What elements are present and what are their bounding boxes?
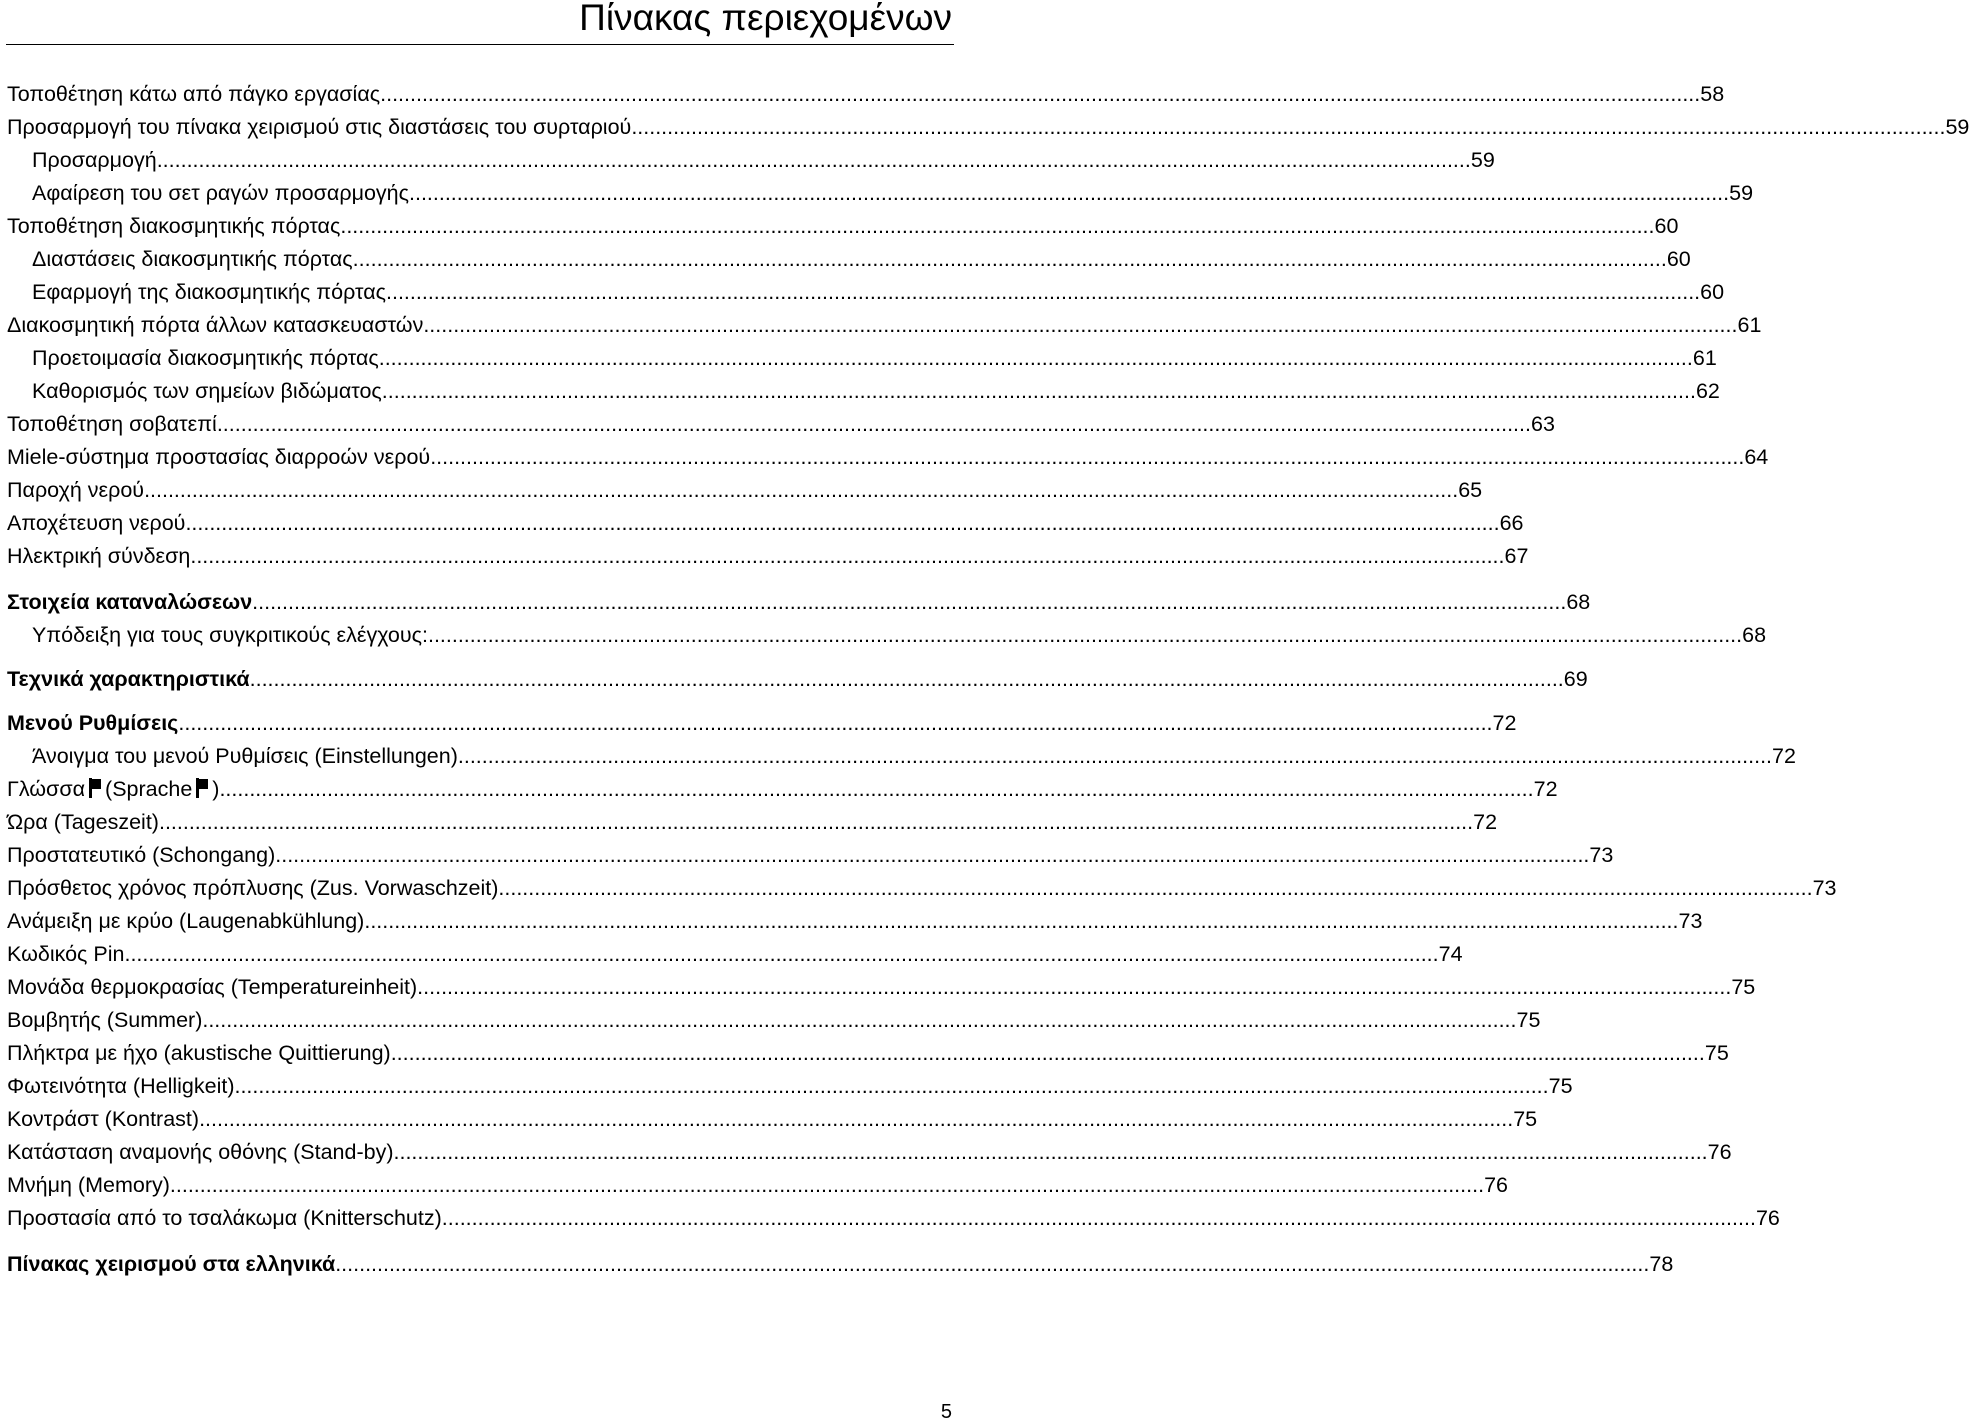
toc-entry[interactable] [32,342,1717,374]
toc-entry[interactable] [7,111,1969,143]
toc-page-number: 68 [1742,623,1767,647]
toc-entry[interactable] [32,144,1495,176]
toc-entry-label: Τοποθέτηση κάτω από πάγκο εργασίας. [7,82,387,106]
dot-leader: ............................................................................................................................................................................................................................ [386,82,1701,106]
toc-entry-label: Μενού Ρυθμίσεις [7,711,179,735]
toc-entry[interactable] [32,177,1754,209]
toc-entry-label: Ώρα (Tageszeit) [7,810,159,834]
toc-page-number: 60 [1666,247,1691,271]
dot-leader: ............................................................................................................................................................................................................................ [430,445,1745,469]
toc-page-number: 76 [1484,1173,1508,1197]
toc-entry[interactable] [7,1037,1729,1069]
toc-entry-label: Διακοσμητική πόρτα άλλων κατασκευαστών [7,313,424,337]
dot-leader: ............................................................................................................................................................................................................................ [185,511,1500,535]
dot-leader: ............................................................................................................................................................................................................................ [390,1041,1705,1065]
toc-page-number: 73 [1678,909,1703,933]
dot-leader: ............................................................................................................................................................................................................................ [414,181,1730,205]
toc-entry-label: Προσαρμογή του πίνακα χειρισμού στις διαστάσεις του συρταριού [7,115,632,139]
toc-entry[interactable] [7,1070,1573,1102]
toc-page-number: 72 [1533,777,1558,801]
dot-leader: ............................................................................................................................................................................................................................ [252,590,1567,614]
toc-entry[interactable] [32,619,1767,651]
dot-leader: ............................................................................................................................................................................................................................ [216,412,1531,436]
toc-entry[interactable] [7,441,1769,473]
toc-page-number: 75 [1548,1074,1573,1098]
toc-entry[interactable] [7,806,1498,838]
dot-leader: ............................................................................................................................................................................................................................ [144,478,1459,502]
toc-page-number: 78 [1649,1252,1674,1276]
toc-entry-label: Μονάδα θερμοκρασίας (Temperatureinheit) [7,975,418,999]
toc-entry[interactable] [7,78,1725,110]
toc-page-number: 67 [1504,544,1529,568]
toc-page-number: 74 [1438,942,1463,966]
dot-leader: ............................................................................................................................................................................................................................ [381,379,1696,403]
dot-leader: ............................................................................................................................................................................................................................ [275,843,1590,867]
toc-page-number: 69 [1563,667,1588,691]
dot-leader: ............................................................................................................................................................................................................................ [199,1107,1514,1131]
flag-icon [196,778,208,798]
toc-page-number: 72 [1473,810,1498,834]
toc-entry-label: Στοιχεία καταναλώσεων [7,590,253,614]
dot-leader: ............................................................................................................................................................................................................................ [352,247,1667,271]
dot-leader: ............................................................................................................................................................................................................................ [219,777,1534,801]
dot-leader: ............................................................................................................................................................................................................................ [190,544,1505,568]
toc-entry[interactable] [7,540,1529,572]
dot-leader: ............................................................................................................................................................................................................................ [364,909,1679,933]
toc-entry[interactable] [7,938,1463,970]
dot-leader: ............................................................................................................................................................................................................................ [124,942,1439,966]
page-title: Πίνακας περιεχομένων [579,0,952,38]
toc-page-number: 72 [1772,744,1796,768]
toc-entry-label: Ανάμειξη με κρύο (Laugenabkühlung) [7,909,365,933]
toc-entry[interactable] [32,243,1691,275]
toc-page-number: 76 [1755,1206,1780,1230]
toc-entry-label: Κατάσταση αναμονής οθόνης (Stand-by) [7,1140,394,1164]
toc-page-number: 75 [1516,1008,1541,1032]
toc-entry[interactable] [7,905,1703,937]
dot-leader: ............................................................................................................................................................................................................................ [441,1206,1756,1230]
toc-page-number: 75 [1704,1041,1729,1065]
toc-entry-label: Κοντράστ (Kontrast) [7,1107,200,1131]
language-label: Γλώσσα [7,777,86,801]
toc-section-entry[interactable] [7,663,1588,695]
toc-entry-label: Αφαίρεση του σετ ραγών προσαρμογής. [32,181,415,205]
title-divider [6,44,954,45]
dot-leader: ............................................................................................................................................................................................................................ [234,1074,1549,1098]
toc-page-number: 60 [1700,280,1725,304]
toc-entry[interactable] [7,474,1483,506]
dot-leader: ............................................................................................................................................................................................................................ [378,346,1693,370]
toc-section-entry[interactable] [7,586,1591,618]
toc-entry-label: Βομβητής (Summer) [7,1008,203,1032]
toc-page-number: 72 [1492,711,1517,735]
toc-page-number: 75 [1731,975,1756,999]
dot-leader: ............................................................................................................................................................................................................................ [423,313,1738,337]
toc-page-number: 59 [1945,115,1969,139]
toc-entry-label: Διαστάσεις διακοσμητικής πόρτας [32,247,353,271]
toc-entry-label: Καθορισμός των σημείων βιδώματος [32,379,382,403]
toc-entry-label: Τοποθέτηση σοβατεπί [7,412,217,436]
toc-entry-label: Πλήκτρα με ήχο (akustische Quittierung) [7,1041,391,1065]
toc-entry-label: Αποχέτευση νερού [7,511,186,535]
toc-entry-label: Τεχνικά χαρακτηριστικά [7,667,250,691]
toc-entry[interactable] [7,507,1524,539]
dot-leader: ............................................................................................................................................................................................................................ [393,1140,1708,1164]
closing-paren: ) [212,777,220,801]
toc-page-number: 60 [1654,214,1679,238]
dot-leader: ............................................................................................................................................................................................................................ [158,810,1474,834]
toc-entry-label: Άνοιγμα του μενού Ρυθμίσεις (Einstellungen) [32,744,458,768]
toc-entry[interactable] [7,309,1762,341]
toc-page-number: 76 [1707,1140,1732,1164]
toc-page-number: 75 [1513,1107,1538,1131]
toc-entry[interactable] [7,1169,1508,1201]
toc-entry[interactable] [32,375,1720,407]
dot-leader: ............................................................................................................................................................................................................................ [386,280,1701,304]
toc-entry[interactable] [7,839,1614,871]
toc-entry-label: Παροχή νερού [7,478,145,502]
toc-entry-label: Miele-σύστημα προστασίας διαρροών νερού [7,445,431,469]
toc-page-number: 68 [1566,590,1591,614]
dot-leader: ............................................................................................................................................................................................................................ [156,148,1471,172]
toc-page-number: 66 [1499,511,1524,535]
toc-page-number: 63 [1530,412,1555,436]
dot-leader: ............................................................................................................................................................................................................................ [631,115,1946,139]
dot-leader: ............................................................................................................................................................................................................................ [498,876,1813,900]
toc-entry-label: Υπόδειξη για τους συγκριτικούς ελέγχους: [32,623,428,647]
dot-leader: ............................................................................................................................................................................................................................ [417,975,1732,999]
toc-section-entry[interactable] [7,1248,1674,1280]
toc-entry[interactable] [7,1004,1541,1036]
dot-leader: ............................................................................................................................................................................................................................ [340,214,1655,238]
toc-page-number: 61 [1737,313,1762,337]
toc-entry-label: Ηλεκτρική σύνδεση [7,544,191,568]
flag-icon [89,778,101,798]
toc-entry[interactable] [7,971,1756,1003]
toc-page-number: 61 [1692,346,1717,370]
toc-entry-label: Μνήμη (Memory) [7,1173,170,1197]
page-number: 5 [940,1401,952,1423]
dot-leader: ............................................................................................................................................................................................................................ [169,1173,1485,1197]
toc-entry-label: Τοποθέτηση διακοσμητικής πόρτας [7,214,341,238]
toc-entry[interactable] [32,276,1725,308]
toc-entry[interactable] [7,1103,1538,1135]
dot-leader: ............................................................................................................................................................................................................................ [457,744,1773,768]
sprache-label: (Sprache [105,777,193,801]
dot-leader: ............................................................................................................................................................................................................................ [249,667,1564,691]
toc-page-number: 62 [1695,379,1720,403]
toc-entry-label: Προετοιμασία διακοσμητικής πόρτας [32,346,379,370]
dot-leader: ............................................................................................................................................................................................................................ [335,1252,1650,1276]
toc-page-number: 58 [1700,82,1725,106]
toc-entry-label: Πρόσθετος χρόνος πρόπλυσης (Zus. Vorwaschzeit) [7,876,499,900]
toc-entry[interactable] [7,408,1555,440]
toc-entry[interactable] [7,210,1679,242]
dot-leader: ............................................................................................................................................................................................................................ [427,623,1743,647]
toc-entry-label: Φωτεινότητα (Helligkeit) [7,1074,235,1098]
toc-page-number: 64 [1744,445,1769,469]
toc-entry[interactable] [7,773,1558,805]
toc-entry-label [7,773,219,805]
toc-page-number: 73 [1812,876,1837,900]
toc-section-entry[interactable] [7,707,1517,739]
toc-entry-label: Πίνακας χειρισμού στα ελληνικά [7,1252,336,1276]
toc-page-number: 59 [1729,181,1754,205]
toc-entry-label: Προστασία από το τσαλάκωμα (Knitterschutz) [7,1206,442,1230]
dot-leader: ............................................................................................................................................................................................................................ [202,1008,1517,1032]
toc-entry[interactable] [32,740,1796,772]
toc-entry-label: Προστατευτικό (Schongang) [7,843,276,867]
toc-page-number: 59 [1470,148,1495,172]
toc-entry[interactable] [7,1202,1780,1234]
toc-entry-label: Κωδικός Pin [7,942,125,966]
toc-entry[interactable] [7,872,1837,904]
dot-leader: ............................................................................................................................................................................................................................ [178,711,1493,735]
toc-entry-label: Προσαρμογή [32,148,157,172]
toc-entry-label: Εφαρμογή της διακοσμητικής πόρτας [32,280,386,304]
toc-entry[interactable] [7,1136,1732,1168]
toc-page-number: 73 [1589,843,1614,867]
toc-page-number: 65 [1458,478,1483,502]
